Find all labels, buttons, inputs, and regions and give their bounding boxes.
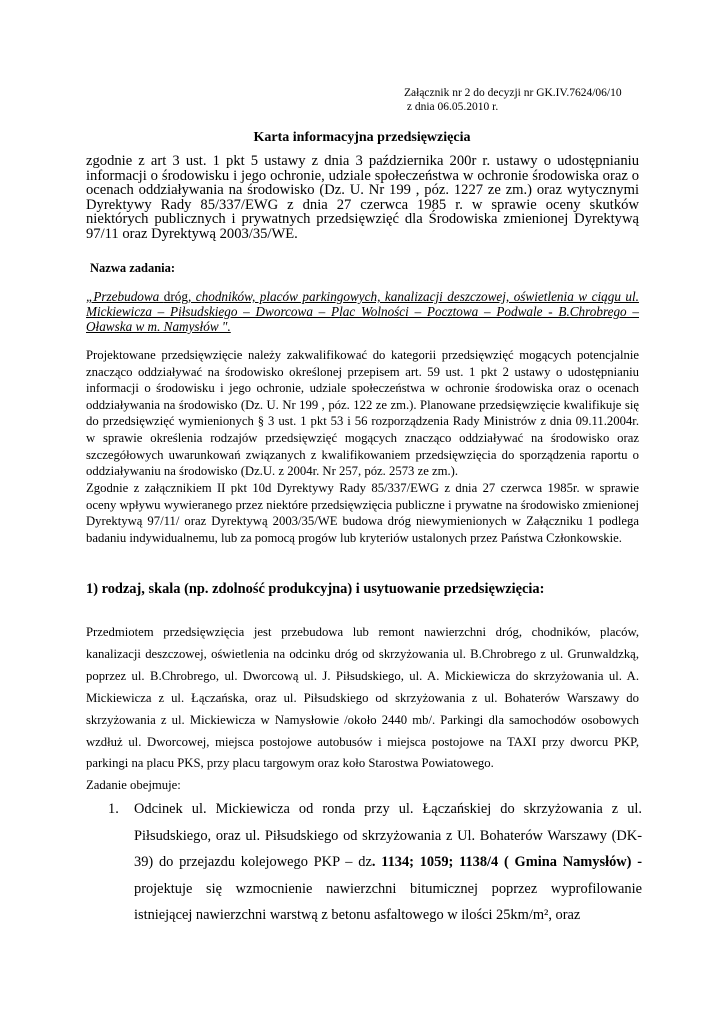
task-title-part-1: „Przebudowa	[86, 289, 164, 304]
scope-list	[108, 796, 642, 929]
annex-line-2: z dnia 06.05.2010 r.	[404, 101, 499, 113]
document-title: Karta informacyjna przedsięwzięcia	[253, 130, 471, 145]
annex-reference	[404, 86, 622, 114]
list-item-text-b: projektuje się wzmocnienie nawierzchni bitumicznej poprzez wyprofilowanie istniejącej nawierzchni warstwą z betonu asfaltowego w ilości 25km/m², oraz	[134, 880, 642, 923]
list-item-plots: . 1134; 1059; 1138/4 ( Gmina Namysłów) -	[371, 854, 642, 870]
list-item	[108, 796, 642, 929]
task-title-part-2: dróg	[163, 289, 188, 304]
list-item-number: 1.	[108, 801, 119, 817]
section-1-heading: 1) rodzaj, skala (np. zdolność produkcyjna) i usytuowanie przedsięwzięcia:	[86, 581, 545, 597]
qualification-paragraph: Projektowane przedsięwzięcie należy zakwalifikować do kategorii przedsięwzięć mogących potencjalnie znacząco oddziaływać na środowisko określonej przepisem art. 59 ust. 1 pkt 2 ustawy o udostępnianiu informacji o środowisku i jego ochronie, udziale społeczeństwa w ochronie środowiska oraz o ocenach oddziaływania na środowisko (Dz. U. Nr 199 , póz. 122 ze zm.). Planowane przedsięwzięcie kwalifikuje się do przedsięwzięć wymienionych § 3 ust. 1 pkt 53 i 56 rozporządzenia Rady Ministrów z dnia 09.11.2004r. w sprawie określenia rodzajów przedsięwzięć mogących znacząco oddziaływać na środowisko oraz szczegółowych uwarunkowań związanych z kwalifikowaniem przedsięwzięcia do sporządzenia raportu o oddziaływaniu na środowisko (Dz.U. z 2004r. Nr 257, póz. 2573 ze zm.).	[86, 348, 639, 479]
project-description-paragraph: Przedmiotem przedsięwzięcia jest przebudowa lub remont nawierzchni dróg, chodników, placów, kanalizacji deszczowej, oświetlenia na odcinku dróg od skrzyżowania ul. B.Chrobrego z ul. Grunwaldzką, poprzez ul. B.Chrobrego, ul. Dworcową ul. J. Piłsudskiego, ul. A. Mickiewicza do skrzyżowania ul. A. Mickiewicza z ul. Łączańska, oraz ul. Piłsudskiego od skrzyżowania z ul. Bohaterów Warszawy do skrzyżowania z ul. Mickiewicza w Namysłowie /około 2440 mb/. Parkingi dla samochodów osobowych wzdłuż ul. Dworcowej, miejsca postojowe autobusów i miejsca postojowe na TAXI przy dworcu PKP, parkingi na placu PKS, przy placu targowym oraz koło Starostwa Powiatowego.	[86, 625, 639, 771]
annex-line-1: Załącznik nr 2 do decyzji nr GK.IV.7624/06/10	[404, 87, 622, 99]
task-title-part-3: , chodników, placów parkingowych, kanalizacji deszczowej, oświetlenia w ciągu ul. Mickiewicza – Piłsudskiego – Dworcowa – Plac Wolności – Pocztowa – Podwale - B.Chrobrego – Oławska w m. Namysłów ".	[86, 289, 639, 334]
task-name-heading: Nazwa zadania:	[90, 261, 176, 275]
task-title	[86, 289, 639, 334]
list-item-text-a: Odcinek ul. Mickiewicza od ronda przy ul. Łączańskiej do skrzyżowania z ul. Piłsudskiego, oraz ul. Piłsudskiego od skrzyżowania z Ul. Bohaterów Warszawy (DK-39) do przejazdu kolejowego PKP – dz	[134, 801, 642, 870]
intro-paragraph: zgodnie z art 3 ust. 1 pkt 5 ustawy z dnia 3 października 200r r. ustawy o udostępnianiu informacji o środowisku i jego ochronie, udziale społeczeństwa w ochronie środowiska oraz o ocenach oddziaływania na środowisko (Dz. U. Nr 199 , póz. 1227 ze zm.) oraz wytycznymi Dyrektywy Rady 85/337/EWG z dnia 27 czerwca 1985 r. w sprawie oceny skutków niektórych publicznych i prywatnych przedsięwzięć dla Środowiska zmienionej Dyrektywą 97/11 oraz Dyrektywą 2003/35/WE.	[86, 153, 639, 242]
directive-paragraph: Zgodnie z załącznikiem II pkt 10d Dyrektywy Rady 85/337/EWG z dnia 27 czerwca 1985r. w sprawie oceny wpływu wywieranego przez niektóre przedsięwzięcia publiczne i prywatne na środowisko zmienionej Dyrektywą 97/11/ oraz Dyrektywą 2003/35/WE budowa dróg niewymienionych w Załączniku 1 podlega badaniu indywidualnemu, lub za pomocą progów lub kryteriów ustalonych przez Państwa Członkowskie.	[86, 481, 639, 545]
list-item-text	[134, 796, 642, 929]
scope-label: Zadanie obejmuje:	[86, 778, 181, 792]
